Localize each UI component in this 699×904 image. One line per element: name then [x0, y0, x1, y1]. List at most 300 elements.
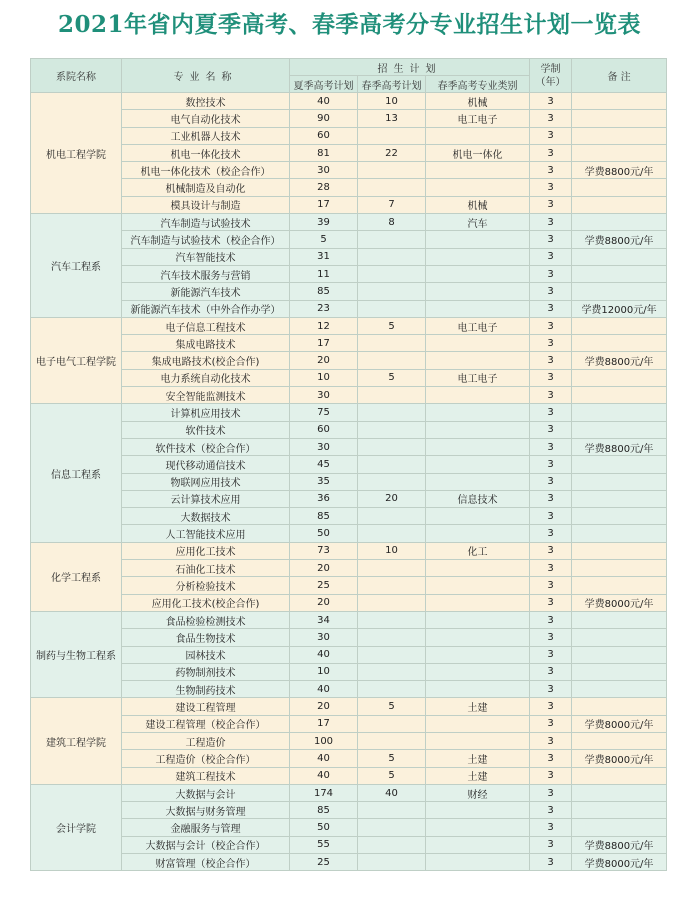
summer-plan-cell: 17 — [290, 196, 358, 213]
major-cell: 电子信息工程技术 — [122, 317, 290, 334]
table-row — [31, 542, 667, 559]
table-row — [31, 317, 667, 334]
spring-plan-cell — [358, 300, 426, 317]
summer-plan-cell: 40 — [290, 646, 358, 663]
table-row — [31, 611, 667, 628]
spring-category-cell — [426, 283, 530, 300]
dept-name: 化学工程系 — [31, 542, 122, 611]
summer-plan-cell: 34 — [290, 611, 358, 628]
header-spring-category: 春季高考专业类别 — [426, 76, 530, 93]
spring-plan-cell — [358, 629, 426, 646]
note-cell: 学费8000元/年 — [572, 594, 667, 611]
table-row — [31, 179, 667, 196]
summer-plan-cell: 60 — [290, 421, 358, 438]
note-cell — [572, 577, 667, 594]
major-cell: 新能源汽车技术（中外合作办学） — [122, 300, 290, 317]
table-row — [31, 300, 667, 317]
spring-category-cell: 机械 — [426, 93, 530, 110]
summer-plan-cell: 23 — [290, 300, 358, 317]
duration-cell: 3 — [530, 248, 572, 265]
summer-plan-cell: 40 — [290, 93, 358, 110]
summer-plan-cell: 60 — [290, 127, 358, 144]
major-cell: 模具设计与制造 — [122, 196, 290, 213]
note-cell — [572, 681, 667, 698]
summer-plan-cell: 20 — [290, 594, 358, 611]
duration-cell: 3 — [530, 508, 572, 525]
spring-category-cell: 土建 — [426, 750, 530, 767]
summer-plan-cell: 55 — [290, 836, 358, 853]
spring-category-cell — [426, 594, 530, 611]
spring-plan-cell — [358, 594, 426, 611]
duration-cell: 3 — [530, 611, 572, 628]
table-row — [31, 438, 667, 455]
summer-plan-cell: 100 — [290, 732, 358, 749]
duration-cell: 3 — [530, 560, 572, 577]
summer-plan-cell: 45 — [290, 456, 358, 473]
summer-plan-cell: 5 — [290, 231, 358, 248]
note-cell: 学费8800元/年 — [572, 352, 667, 369]
note-cell — [572, 698, 667, 715]
major-cell: 软件技术 — [122, 421, 290, 438]
note-cell — [572, 127, 667, 144]
summer-plan-cell: 10 — [290, 369, 358, 386]
major-cell: 财富管理（校企合作） — [122, 854, 290, 871]
table-row — [31, 767, 667, 784]
major-cell: 汽车智能技术 — [122, 248, 290, 265]
header-spring: 春季高考计划 — [358, 76, 426, 93]
spring-plan-cell: 5 — [358, 369, 426, 386]
major-cell: 计算机应用技术 — [122, 404, 290, 421]
spring-plan-cell — [358, 473, 426, 490]
spring-plan-cell — [358, 836, 426, 853]
header-note: 备 注 — [572, 59, 667, 93]
duration-cell: 3 — [530, 317, 572, 334]
summer-plan-cell: 40 — [290, 767, 358, 784]
spring-plan-cell: 8 — [358, 214, 426, 231]
duration-cell: 3 — [530, 231, 572, 248]
major-cell: 集成电路技术 — [122, 335, 290, 352]
summer-plan-cell: 10 — [290, 663, 358, 680]
table-row — [31, 456, 667, 473]
note-cell — [572, 265, 667, 282]
spring-plan-cell — [358, 854, 426, 871]
dept-name: 信息工程系 — [31, 404, 122, 542]
spring-category-cell: 机械 — [426, 196, 530, 213]
spring-plan-cell — [358, 387, 426, 404]
spring-plan-cell — [358, 525, 426, 542]
major-cell: 机电一体化技术 — [122, 144, 290, 161]
spring-plan-cell — [358, 646, 426, 663]
spring-category-cell — [426, 438, 530, 455]
note-cell: 学费8000元/年 — [572, 854, 667, 871]
note-cell: 学费8800元/年 — [572, 162, 667, 179]
major-cell: 石油化工技术 — [122, 560, 290, 577]
table-row — [31, 750, 667, 767]
note-cell — [572, 214, 667, 231]
duration-cell: 3 — [530, 681, 572, 698]
spring-plan-cell: 20 — [358, 490, 426, 507]
note-cell — [572, 508, 667, 525]
duration-cell: 3 — [530, 732, 572, 749]
note-cell — [572, 784, 667, 801]
note-cell — [572, 144, 667, 161]
duration-cell: 3 — [530, 352, 572, 369]
spring-category-cell — [426, 663, 530, 680]
spring-category-cell — [426, 836, 530, 853]
major-cell: 新能源汽车技术 — [122, 283, 290, 300]
major-cell: 建筑工程技术 — [122, 767, 290, 784]
summer-plan-cell: 28 — [290, 179, 358, 196]
table-row — [31, 352, 667, 369]
major-cell: 汽车制造与试验技术 — [122, 214, 290, 231]
spring-plan-cell — [358, 611, 426, 628]
spring-plan-cell — [358, 248, 426, 265]
spring-category-cell — [426, 577, 530, 594]
table-row — [31, 663, 667, 680]
major-cell: 建设工程管理 — [122, 698, 290, 715]
summer-plan-cell: 50 — [290, 819, 358, 836]
spring-plan-cell — [358, 456, 426, 473]
spring-category-cell: 电工电子 — [426, 110, 530, 127]
duration-cell: 3 — [530, 265, 572, 282]
duration-cell: 3 — [530, 179, 572, 196]
major-cell: 应用化工技术 — [122, 542, 290, 559]
spring-category-cell — [426, 802, 530, 819]
duration-cell: 3 — [530, 127, 572, 144]
major-cell: 汽车技术服务与营销 — [122, 265, 290, 282]
duration-cell: 3 — [530, 456, 572, 473]
dept-name: 机电工程学院 — [31, 93, 122, 214]
dept-name: 建筑工程学院 — [31, 698, 122, 784]
major-cell: 电气自动化技术 — [122, 110, 290, 127]
note-cell: 学费8800元/年 — [572, 438, 667, 455]
spring-category-cell — [426, 732, 530, 749]
table-header — [31, 59, 667, 93]
note-cell — [572, 767, 667, 784]
spring-plan-cell — [358, 421, 426, 438]
duration-cell: 3 — [530, 404, 572, 421]
spring-category-cell: 汽车 — [426, 214, 530, 231]
note-cell — [572, 732, 667, 749]
duration-cell: 3 — [530, 144, 572, 161]
summer-plan-cell: 20 — [290, 698, 358, 715]
spring-plan-cell: 5 — [358, 767, 426, 784]
spring-plan-cell — [358, 179, 426, 196]
spring-plan-cell — [358, 127, 426, 144]
note-cell — [572, 421, 667, 438]
table-row — [31, 473, 667, 490]
table-row — [31, 594, 667, 611]
spring-category-cell — [426, 387, 530, 404]
summer-plan-cell: 35 — [290, 473, 358, 490]
spring-category-cell: 土建 — [426, 767, 530, 784]
table-row — [31, 196, 667, 213]
summer-plan-cell: 17 — [290, 715, 358, 732]
major-cell: 大数据与会计 — [122, 784, 290, 801]
major-cell: 集成电路技术(校企合作) — [122, 352, 290, 369]
duration-cell: 3 — [530, 162, 572, 179]
table-row — [31, 819, 667, 836]
spring-plan-cell — [358, 283, 426, 300]
major-cell: 建设工程管理（校企合作） — [122, 715, 290, 732]
table-row — [31, 162, 667, 179]
spring-category-cell — [426, 179, 530, 196]
note-cell — [572, 646, 667, 663]
duration-cell: 3 — [530, 335, 572, 352]
note-cell — [572, 456, 667, 473]
note-cell — [572, 179, 667, 196]
spring-category-cell — [426, 525, 530, 542]
spring-category-cell: 财经 — [426, 784, 530, 801]
spring-plan-cell — [358, 438, 426, 455]
note-cell — [572, 473, 667, 490]
spring-category-cell — [426, 352, 530, 369]
note-cell: 学费8800元/年 — [572, 231, 667, 248]
major-cell: 生物制药技术 — [122, 681, 290, 698]
table-row — [31, 283, 667, 300]
spring-category-cell — [426, 162, 530, 179]
spring-category-cell: 机电一体化 — [426, 144, 530, 161]
note-cell — [572, 283, 667, 300]
summer-plan-cell: 25 — [290, 854, 358, 871]
duration-cell: 3 — [530, 490, 572, 507]
spring-category-cell — [426, 715, 530, 732]
summer-plan-cell: 30 — [290, 629, 358, 646]
summer-plan-cell: 12 — [290, 317, 358, 334]
summer-plan-cell: 75 — [290, 404, 358, 421]
major-cell: 电力系统自动化技术 — [122, 369, 290, 386]
spring-category-cell — [426, 300, 530, 317]
table-row — [31, 490, 667, 507]
major-cell: 药物制剂技术 — [122, 663, 290, 680]
spring-category-cell — [426, 265, 530, 282]
table-row — [31, 421, 667, 438]
note-cell — [572, 611, 667, 628]
table-row — [31, 508, 667, 525]
table-body — [31, 93, 667, 871]
note-cell — [572, 819, 667, 836]
table-row — [31, 369, 667, 386]
spring-plan-cell — [358, 577, 426, 594]
duration-cell: 3 — [530, 663, 572, 680]
table-row — [31, 577, 667, 594]
duration-cell: 3 — [530, 438, 572, 455]
major-cell: 大数据与财务管理 — [122, 802, 290, 819]
table-row — [31, 854, 667, 871]
spring-plan-cell — [358, 560, 426, 577]
note-cell — [572, 663, 667, 680]
spring-plan-cell — [358, 508, 426, 525]
major-cell: 机械制造及自动化 — [122, 179, 290, 196]
major-cell: 园林技术 — [122, 646, 290, 663]
table-row — [31, 525, 667, 542]
note-cell — [572, 93, 667, 110]
page-title: 2021年省内夏季高考、春季高考分专业招生计划一览表 — [57, 11, 641, 38]
spring-plan-cell — [358, 335, 426, 352]
table-row — [31, 646, 667, 663]
note-cell — [572, 802, 667, 819]
duration-cell: 3 — [530, 369, 572, 386]
note-cell — [572, 490, 667, 507]
major-cell: 工程造价 — [122, 732, 290, 749]
header-plan-group: 招生计划 — [290, 59, 530, 76]
table-row — [31, 265, 667, 282]
duration-cell: 3 — [530, 214, 572, 231]
spring-category-cell — [426, 404, 530, 421]
spring-plan-cell — [358, 819, 426, 836]
enrollment-plan-table — [30, 58, 667, 871]
spring-category-cell — [426, 508, 530, 525]
summer-plan-cell: 50 — [290, 525, 358, 542]
table-row — [31, 214, 667, 231]
table-row — [31, 404, 667, 421]
spring-category-cell — [426, 127, 530, 144]
spring-plan-cell: 5 — [358, 698, 426, 715]
summer-plan-cell: 25 — [290, 577, 358, 594]
table-row — [31, 231, 667, 248]
note-cell — [572, 317, 667, 334]
table-row — [31, 387, 667, 404]
spring-category-cell: 信息技术 — [426, 490, 530, 507]
table-row — [31, 802, 667, 819]
duration-cell: 3 — [530, 802, 572, 819]
header-major: 专业名称 — [122, 59, 290, 93]
spring-plan-cell: 7 — [358, 196, 426, 213]
major-cell: 软件技术（校企合作） — [122, 438, 290, 455]
spring-category-cell: 土建 — [426, 698, 530, 715]
summer-plan-cell: 30 — [290, 438, 358, 455]
duration-cell: 3 — [530, 300, 572, 317]
major-cell: 大数据技术 — [122, 508, 290, 525]
note-cell — [572, 560, 667, 577]
duration-cell: 3 — [530, 473, 572, 490]
major-cell: 工程造价（校企合作） — [122, 750, 290, 767]
summer-plan-cell: 36 — [290, 490, 358, 507]
duration-cell: 3 — [530, 283, 572, 300]
spring-plan-cell — [358, 265, 426, 282]
summer-plan-cell: 30 — [290, 387, 358, 404]
major-cell: 安全智能监测技术 — [122, 387, 290, 404]
major-cell: 分析检验技术 — [122, 577, 290, 594]
major-cell: 食品检验检测技术 — [122, 611, 290, 628]
spring-plan-cell: 13 — [358, 110, 426, 127]
spring-plan-cell — [358, 802, 426, 819]
table-row — [31, 784, 667, 801]
table-row — [31, 715, 667, 732]
major-cell: 物联网应用技术 — [122, 473, 290, 490]
major-cell: 应用化工技术(校企合作) — [122, 594, 290, 611]
spring-plan-cell: 10 — [358, 93, 426, 110]
note-cell — [572, 404, 667, 421]
spring-category-cell — [426, 629, 530, 646]
duration-cell: 3 — [530, 93, 572, 110]
table-row — [31, 335, 667, 352]
spring-category-cell — [426, 456, 530, 473]
header-summer: 夏季高考计划 — [290, 76, 358, 93]
summer-plan-cell: 20 — [290, 560, 358, 577]
major-cell: 大数据与会计（校企合作） — [122, 836, 290, 853]
summer-plan-cell: 17 — [290, 335, 358, 352]
note-cell — [572, 369, 667, 386]
header-duration: 学制（年） — [530, 59, 572, 93]
note-cell: 学费8000元/年 — [572, 715, 667, 732]
duration-cell: 3 — [530, 750, 572, 767]
major-cell: 人工智能技术应用 — [122, 525, 290, 542]
spring-category-cell — [426, 473, 530, 490]
major-cell: 现代移动通信技术 — [122, 456, 290, 473]
spring-plan-cell — [358, 681, 426, 698]
table-row — [31, 681, 667, 698]
summer-plan-cell: 81 — [290, 144, 358, 161]
summer-plan-cell: 40 — [290, 681, 358, 698]
note-cell — [572, 542, 667, 559]
duration-cell: 3 — [530, 594, 572, 611]
note-cell — [572, 525, 667, 542]
spring-category-cell — [426, 335, 530, 352]
duration-cell: 3 — [530, 767, 572, 784]
duration-cell: 3 — [530, 854, 572, 871]
spring-category-cell — [426, 248, 530, 265]
spring-category-cell: 电工电子 — [426, 369, 530, 386]
table-row — [31, 110, 667, 127]
duration-cell: 3 — [530, 110, 572, 127]
note-cell — [572, 387, 667, 404]
note-cell — [572, 248, 667, 265]
table-row — [31, 127, 667, 144]
spring-category-cell — [426, 819, 530, 836]
table-row — [31, 732, 667, 749]
spring-category-cell — [426, 231, 530, 248]
spring-plan-cell — [358, 715, 426, 732]
spring-category-cell — [426, 854, 530, 871]
dept-name: 汽车工程系 — [31, 214, 122, 318]
dept-name: 电子电气工程学院 — [31, 317, 122, 403]
major-cell: 云计算技术应用 — [122, 490, 290, 507]
spring-plan-cell: 5 — [358, 750, 426, 767]
major-cell: 数控技术 — [122, 93, 290, 110]
spring-plan-cell: 5 — [358, 317, 426, 334]
duration-cell: 3 — [530, 387, 572, 404]
spring-plan-cell — [358, 352, 426, 369]
note-cell: 学费8000元/年 — [572, 750, 667, 767]
summer-plan-cell: 39 — [290, 214, 358, 231]
table-row — [31, 144, 667, 161]
summer-plan-cell: 30 — [290, 162, 358, 179]
major-cell: 工业机器人技术 — [122, 127, 290, 144]
summer-plan-cell: 31 — [290, 248, 358, 265]
dept-name: 制药与生物工程系 — [31, 611, 122, 697]
duration-cell: 3 — [530, 819, 572, 836]
duration-cell: 3 — [530, 836, 572, 853]
summer-plan-cell: 11 — [290, 265, 358, 282]
spring-plan-cell: 10 — [358, 542, 426, 559]
summer-plan-cell: 90 — [290, 110, 358, 127]
summer-plan-cell: 85 — [290, 802, 358, 819]
duration-cell: 3 — [530, 525, 572, 542]
spring-plan-cell — [358, 231, 426, 248]
spring-plan-cell: 40 — [358, 784, 426, 801]
duration-cell: 3 — [530, 646, 572, 663]
note-cell — [572, 110, 667, 127]
summer-plan-cell: 20 — [290, 352, 358, 369]
summer-plan-cell: 40 — [290, 750, 358, 767]
table-row — [31, 629, 667, 646]
duration-cell: 3 — [530, 784, 572, 801]
spring-plan-cell — [358, 732, 426, 749]
duration-cell: 3 — [530, 421, 572, 438]
duration-cell: 3 — [530, 715, 572, 732]
major-cell: 汽车制造与试验技术（校企合作） — [122, 231, 290, 248]
